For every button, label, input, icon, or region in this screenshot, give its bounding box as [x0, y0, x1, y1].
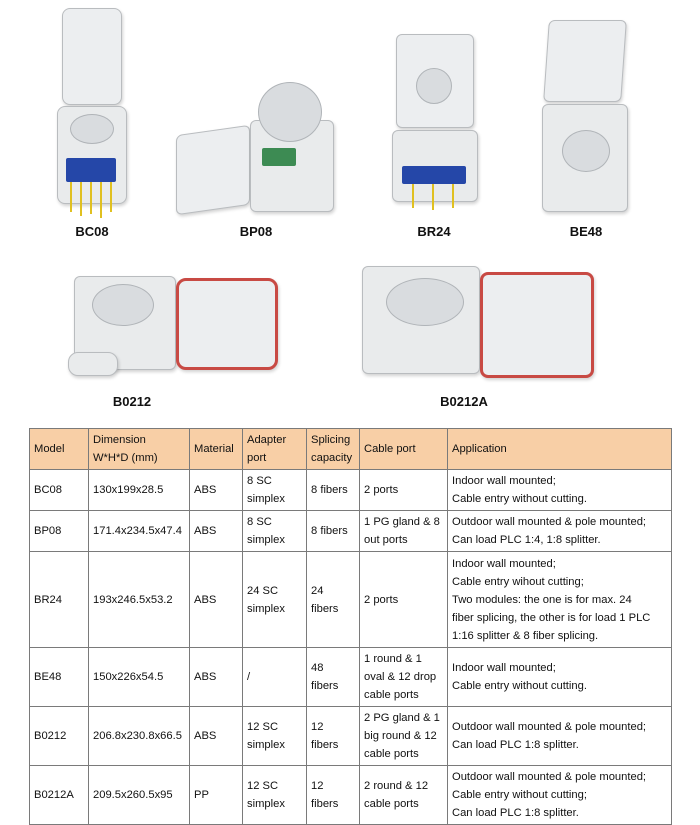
table-row — [30, 552, 672, 648]
fiber-pigtail — [452, 184, 454, 208]
enclosure-lid — [176, 125, 250, 215]
fiber-pigtail — [110, 182, 112, 212]
spec-table — [29, 428, 672, 825]
application-cell: Outdoor wall mounted & pole mounted; Can load PLC 1:8 splitter. — [448, 707, 672, 766]
caption-bc08: BC08 — [75, 224, 109, 239]
caption-b0212: B0212 — [112, 394, 152, 409]
material-cell: ABS — [190, 511, 243, 552]
material-cell: PP — [190, 766, 243, 825]
splice-tray — [562, 130, 610, 172]
splicing-cell: 8 fibers — [307, 511, 360, 552]
column-header: Splicing capacity — [307, 429, 360, 470]
caption-b0212a: B0212A — [440, 394, 488, 409]
splicing-cell: 12 fibers — [307, 766, 360, 825]
splicing-cell: 24 fibers — [307, 552, 360, 648]
cable-glands — [68, 352, 118, 376]
model-cell: BR24 — [30, 552, 89, 648]
column-header: Dimension W*H*D (mm) — [89, 429, 190, 470]
application-cell: Indoor wall mounted; Cable entry without cutting. — [448, 648, 672, 707]
caption-be48: BE48 — [569, 224, 603, 239]
product-image-be48 — [540, 20, 630, 216]
product-image-b0212 — [60, 270, 282, 388]
product-image-bp08 — [170, 80, 340, 220]
splice-tray — [258, 82, 322, 142]
splice-tray — [92, 284, 154, 326]
material-cell: ABS — [190, 552, 243, 648]
model-cell: B0212 — [30, 707, 89, 766]
plc-splitter — [262, 148, 296, 166]
cable-port-cell: 2 round & 12 cable ports — [360, 766, 448, 825]
splice-tray — [386, 278, 464, 326]
enclosure-lid — [543, 20, 627, 102]
product-image-br24 — [388, 34, 480, 214]
application-cell: Indoor wall mounted; Cable entry wihout cutting; Two modules: the one is for max. 24 fiber splicing, the other is for load 1 PLC 1:16 splitter & 8 fiber splicing. — [448, 552, 672, 648]
splice-tray — [416, 68, 452, 104]
splicing-cell: 8 fibers — [307, 470, 360, 511]
material-cell: ABS — [190, 648, 243, 707]
adapter-cell: 8 SC simplex — [243, 470, 307, 511]
column-header: Adapter port — [243, 429, 307, 470]
column-header: Cable port — [360, 429, 448, 470]
dimension-cell: 130x199x28.5 — [89, 470, 190, 511]
table-header-row — [30, 429, 672, 470]
fiber-pigtail — [432, 184, 434, 210]
sc-adapters — [402, 166, 466, 184]
fiber-pigtail — [70, 182, 72, 212]
model-cell: BC08 — [30, 470, 89, 511]
material-cell: ABS — [190, 707, 243, 766]
fiber-pigtail — [412, 184, 414, 208]
adapter-cell: 12 SC simplex — [243, 707, 307, 766]
product-image-bc08 — [52, 8, 132, 218]
column-header: Model — [30, 429, 89, 470]
column-header: Application — [448, 429, 672, 470]
cable-port-cell: 2 ports — [360, 552, 448, 648]
application-cell: Indoor wall mounted; Cable entry without cutting. — [448, 470, 672, 511]
table-row — [30, 470, 672, 511]
table-row — [30, 511, 672, 552]
dimension-cell: 193x246.5x53.2 — [89, 552, 190, 648]
splicing-cell: 48 fibers — [307, 648, 360, 707]
dimension-cell: 209.5x260.5x95 — [89, 766, 190, 825]
cable-port-cell: 1 round & 1 oval & 12 drop cable ports — [360, 648, 448, 707]
caption-br24: BR24 — [417, 224, 451, 239]
application-cell: Outdoor wall mounted & pole mounted; Cable entry without cutting; Can load PLC 1:8 splitter. — [448, 766, 672, 825]
table-row — [30, 648, 672, 707]
fiber-pigtail — [80, 182, 82, 216]
adapter-cell: 24 SC simplex — [243, 552, 307, 648]
product-image-b0212a — [358, 262, 598, 388]
cable-port-cell: 2 PG gland & 1 big round & 12 cable ports — [360, 707, 448, 766]
table-row — [30, 707, 672, 766]
adapter-cell: 8 SC simplex — [243, 511, 307, 552]
enclosure-lid — [480, 272, 594, 378]
enclosure-lid — [176, 278, 278, 370]
fiber-pigtail — [90, 182, 92, 214]
sc-adapters — [66, 158, 116, 182]
model-cell: BE48 — [30, 648, 89, 707]
enclosure-lid — [62, 8, 122, 105]
splice-tray — [70, 114, 114, 144]
caption-bp08: BP08 — [239, 224, 273, 239]
application-cell: Outdoor wall mounted & pole mounted; Can load PLC 1:4, 1:8 splitter. — [448, 511, 672, 552]
model-cell: B0212A — [30, 766, 89, 825]
splicing-cell: 12 fibers — [307, 707, 360, 766]
cable-port-cell: 2 ports — [360, 470, 448, 511]
cable-port-cell: 1 PG gland & 8 out ports — [360, 511, 448, 552]
material-cell: ABS — [190, 470, 243, 511]
dimension-cell: 150x226x54.5 — [89, 648, 190, 707]
model-cell: BP08 — [30, 511, 89, 552]
fiber-pigtail — [100, 182, 102, 218]
dimension-cell: 206.8x230.8x66.5 — [89, 707, 190, 766]
column-header: Material — [190, 429, 243, 470]
table-row — [30, 766, 672, 825]
adapter-cell: / — [243, 648, 307, 707]
adapter-cell: 12 SC simplex — [243, 766, 307, 825]
dimension-cell: 171.4x234.5x47.4 — [89, 511, 190, 552]
